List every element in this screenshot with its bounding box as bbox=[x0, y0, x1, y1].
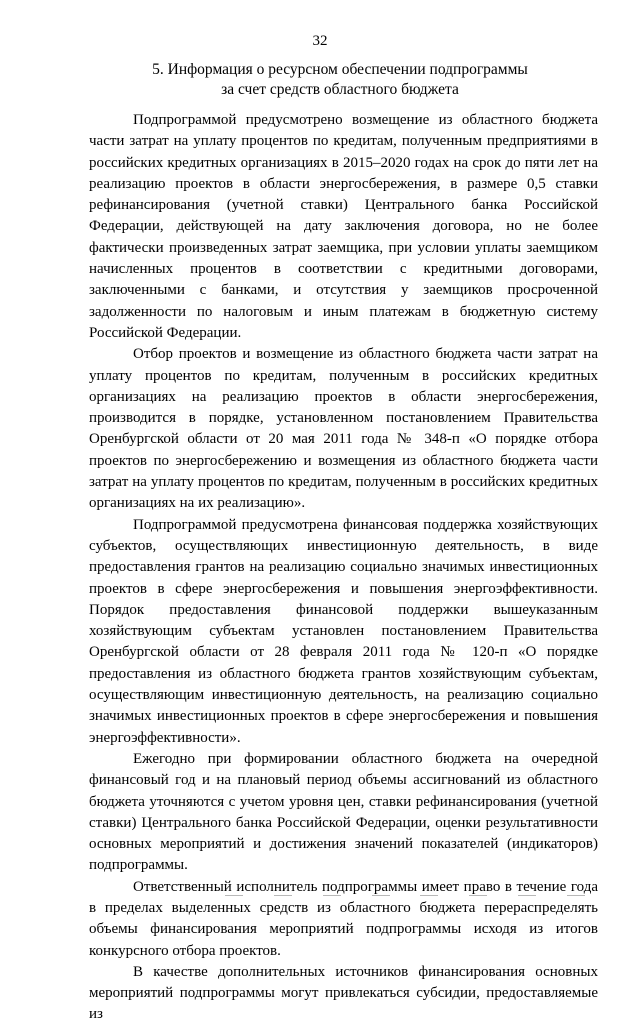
section-heading-line-2: за счет средств областного бюджета bbox=[221, 81, 459, 98]
paragraph: Подпрограммой предусмотрено возмещение из областного бюджета части затрат на уплату процентов по кредитам, полученным предприятиями в российских кредитных организациях в 2015–2020 годах на срок до пяти лет на реализацию проектов в области энергосбережения, в размере 0,5 ставки рефинансирования (учетной ставки) Центрального банка Российской Федерации, действующей на дату заключения договора, но не более фактически произведенных затрат заемщика, при условии уплаты заемщиком начисленных процентов в соответствии с кредитными договорами, заключенными с банками, и отсутствия у заемщиков просроченной задолженности по налоговым и иным платежам в бюджетную систему Российской Федерации. bbox=[89, 112, 598, 341]
section-heading bbox=[60, 60, 620, 100]
footer-scan-marks bbox=[225, 893, 585, 897]
scan-mark bbox=[420, 895, 438, 896]
scan-mark bbox=[567, 895, 585, 896]
scan-mark bbox=[518, 895, 536, 896]
paragraph: Отбор проектов и возмещение из областного бюджета части затрат на уплату процентов по кредитам, полученным в российских кредитных организациях на реализацию проектов в области энергосбережения, производится в порядке, установленном постановлением Правительства Оренбургской области от 20 мая 2011 года № 348-п «О порядке отбора проектов по энергосбережению и возмещения из областного бюджета части затрат на уплату процентов по кредитам, полученным в российских кредитных организациях на их реализацию». bbox=[89, 346, 598, 512]
scan-mark bbox=[469, 895, 487, 896]
page-number: 32 bbox=[312, 33, 328, 49]
paragraph: Подпрограммой предусмотрена финансовая поддержка хозяйствующих субъектов, осуществляющих инвестиционную деятельность, в виде предоставления грантов на реализацию социально значимых инвестиционных проектов в сфере энергосбережения и повышения энергоэффективности. Порядок предоставления финансовой поддержки вышеуказанным хозяйствующим субъектам установлен постановлением Правительства Оренбургской области от 28 февраля 2011 года № 120-п «О порядке предоставления из областного бюджета грантов хозяйствующим субъектам, осуществляющим инвестиционную деятельность, на реализацию социально значимых инвестиционных проектов в сфере энергосбережения и повышения энергоэффективности». bbox=[89, 516, 598, 746]
paragraph: В качестве дополнительных источников финансирования основных мероприятий подпрограммы могут привлекаться субсидии, предоставляемые из bbox=[89, 963, 598, 1023]
scan-mark bbox=[274, 895, 292, 896]
paragraph: Ответственный исполнитель подпрограммы имеет право в течение года в пределах выделенных средств из областного бюджета перераспределять объемы финансирования мероприятий подпрограммы исходя из итогов конкурсного отбора проектов. bbox=[89, 878, 598, 959]
paragraph: Ежегодно при формировании областного бюджета на очередной финансовый год и на плановый период объемы ассигнований из областного бюджета уточняются с учетом уровня цен, ставки рефинансирования (учетной ставки) Центрального банка Российской Федерации, оценки результативности основных мероприятий и достижения значений показателей (индикаторов) подпрограммы. bbox=[89, 750, 598, 874]
scan-mark bbox=[323, 895, 341, 896]
section-heading-line-1: 5. Информация о ресурсном обеспечении подпрограммы bbox=[152, 61, 528, 78]
scan-mark bbox=[372, 895, 390, 896]
body-text bbox=[89, 110, 598, 1026]
scan-mark bbox=[225, 895, 243, 896]
